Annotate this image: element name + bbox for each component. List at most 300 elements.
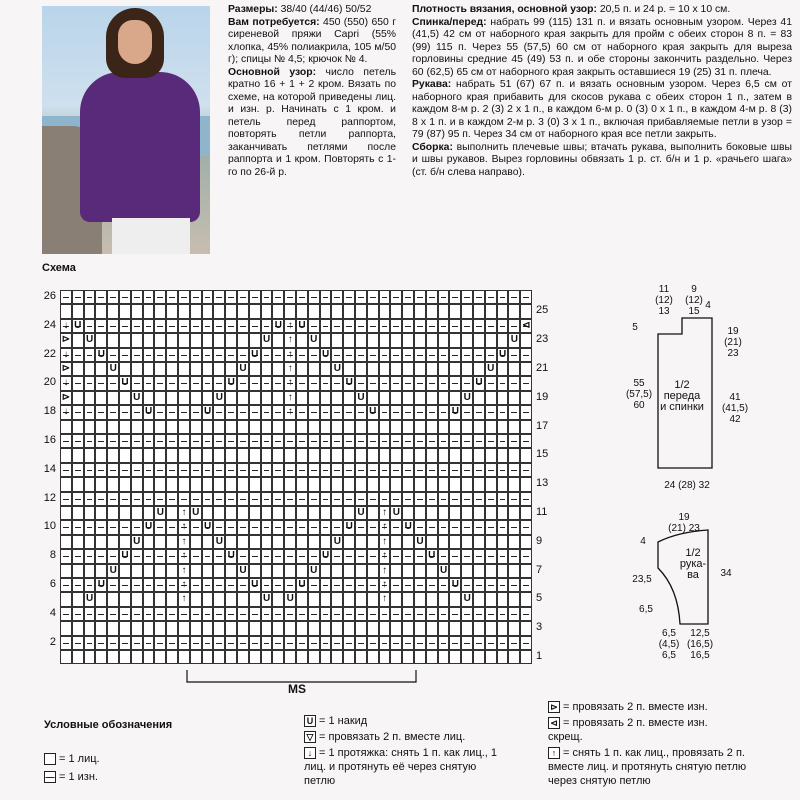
chart-cell — [60, 607, 72, 621]
chart-cell — [143, 333, 155, 347]
chart-cell — [237, 348, 249, 362]
chart-cell — [320, 492, 332, 506]
chart-cell — [202, 420, 214, 434]
chart-cell — [390, 362, 402, 376]
chart-cell — [331, 391, 343, 405]
chart-cell — [190, 636, 202, 650]
chart-cell — [449, 477, 461, 491]
chart-cell — [178, 420, 190, 434]
chart-cell — [414, 376, 426, 390]
row-number-right: 21 — [536, 362, 549, 374]
chart-cell — [272, 636, 284, 650]
chart-cell — [166, 391, 178, 405]
chart-cell — [213, 578, 225, 592]
chart-cell — [178, 650, 190, 664]
chart-cell — [84, 549, 96, 563]
chart-cell — [320, 578, 332, 592]
chart-cell — [461, 535, 473, 549]
chart-cell — [249, 319, 261, 333]
chart-cell — [60, 434, 72, 448]
chart-cell — [485, 650, 497, 664]
chart-cell — [119, 391, 131, 405]
chart-cell — [154, 477, 166, 491]
sizes-label: Размеры: — [228, 4, 278, 15]
chart-cell — [520, 506, 532, 520]
chart-cell — [320, 405, 332, 419]
chart-cell — [449, 333, 461, 347]
chart-cell — [119, 304, 131, 318]
chart-cell — [497, 391, 509, 405]
chart-cell — [213, 405, 225, 419]
chart-cell — [367, 621, 379, 635]
chart-cell — [438, 391, 450, 405]
chart-cell — [95, 520, 107, 534]
chart-cell — [272, 463, 284, 477]
chart-cell — [331, 492, 343, 506]
row-number-right: 11 — [536, 506, 548, 518]
chart-cell — [225, 607, 237, 621]
chart-cell — [473, 535, 485, 549]
chart-cell — [107, 463, 119, 477]
chart-cell — [473, 520, 485, 534]
row-number-left: 10 — [43, 520, 56, 533]
chart-cell — [331, 520, 343, 534]
chart-cell — [508, 477, 520, 491]
chart-cell — [202, 549, 214, 563]
chart-cell — [473, 650, 485, 664]
row-number-right: 13 — [536, 477, 549, 490]
chart-cell — [249, 650, 261, 664]
chart-cell — [237, 650, 249, 664]
chart-cell — [237, 492, 249, 506]
chart-cell — [320, 362, 332, 376]
chart-cell — [143, 506, 155, 520]
chart-cell — [414, 448, 426, 462]
chart-cell — [178, 319, 190, 333]
chart-cell — [508, 463, 520, 477]
chart-cell — [520, 621, 532, 635]
chart-cell — [95, 535, 107, 549]
chart-cell — [72, 434, 84, 448]
chart-cell — [343, 290, 355, 304]
chart-symbol: U — [298, 579, 306, 590]
chart-cell — [508, 506, 520, 520]
chart-cell — [272, 362, 284, 376]
chart-cell — [84, 506, 96, 520]
chart-cell — [308, 420, 320, 434]
chart-cell — [379, 621, 391, 635]
chart-cell — [154, 376, 166, 390]
chart-cell — [308, 448, 320, 462]
chart-cell — [414, 391, 426, 405]
chart-cell — [202, 592, 214, 606]
chart-cell — [131, 333, 143, 347]
chart-cell — [154, 348, 166, 362]
chart-cell — [249, 506, 261, 520]
chart-cell — [225, 492, 237, 506]
chart-cell — [261, 448, 273, 462]
chart-cell — [367, 592, 379, 606]
chart-cell — [202, 362, 214, 376]
chart-cell — [367, 391, 379, 405]
chart-cell — [202, 636, 214, 650]
row-number-right: 17 — [536, 419, 549, 432]
chart-cell — [449, 592, 461, 606]
chart-cell — [402, 621, 414, 635]
chart-cell — [84, 477, 96, 491]
chart-cell — [190, 391, 202, 405]
chart-cell — [95, 405, 107, 419]
chart-cell — [225, 578, 237, 592]
chart-cell — [390, 376, 402, 390]
back-value: набрать 99 (115) 131 п. и вязать основным узором. Через 41 (41,5) 42 см от наборного края закрыть для пройм с обеих сторон 8 п. = 83 (99) 115 п. Через 55 (57,5) 60 см от наборного края закрыть для выреза горловины средние 45 (49) 53 п. и обе стороны закончить раздельно. Через 60 (62,5) 65 см от наборного края закрыть оставшиеся 19 (25) 31 п. плеча. — [412, 16, 792, 78]
chart-cell — [284, 636, 296, 650]
chart-cell — [131, 463, 143, 477]
chart-symbol: ↑ — [287, 377, 293, 389]
chart-cell — [414, 290, 426, 304]
chart-symbol: U — [85, 593, 94, 605]
chart-cell — [178, 607, 190, 621]
chart-cell — [166, 348, 178, 362]
chart-cell — [390, 535, 402, 549]
chart-cell — [426, 564, 438, 578]
chart-cell — [343, 348, 355, 362]
pattern-label: Основной узор: — [228, 66, 317, 78]
chart-cell — [272, 290, 284, 304]
chart-cell — [272, 448, 284, 462]
chart-cell — [60, 492, 72, 506]
chart-cell — [107, 333, 119, 347]
chart-cell — [284, 290, 296, 304]
chart-cell — [308, 607, 320, 621]
chart-symbol: ↑ — [287, 319, 293, 331]
chart-cell — [426, 592, 438, 606]
chart-symbol: U — [428, 550, 436, 562]
chart-cell — [414, 549, 426, 563]
k2tog-icon: ▽ — [304, 731, 316, 743]
chart-cell — [390, 636, 402, 650]
back-label: Спинка/перед: — [412, 16, 487, 28]
chart-symbol: ↑ — [287, 406, 293, 418]
chart-cell — [107, 319, 119, 333]
chart-cell — [296, 463, 308, 477]
chart-cell — [213, 362, 225, 376]
chart-cell — [497, 405, 509, 419]
chart-cell — [473, 463, 485, 477]
chart-cell — [379, 477, 391, 491]
body-neck-depth: 4 — [705, 300, 711, 311]
chart-cell — [320, 434, 332, 448]
instructions-text — [412, 4, 792, 179]
chart-cell — [119, 520, 131, 534]
chart-cell — [261, 636, 273, 650]
chart-cell — [296, 420, 308, 434]
chart-cell — [107, 621, 119, 635]
chart-cell — [261, 391, 273, 405]
chart-cell — [461, 333, 473, 347]
chart-cell — [154, 564, 166, 578]
chart-cell — [237, 636, 249, 650]
chart-cell — [107, 549, 119, 563]
chart-cell — [473, 391, 485, 405]
chart-cell — [60, 448, 72, 462]
chart-cell — [355, 420, 367, 434]
chart-cell — [438, 636, 450, 650]
chart-cell — [190, 333, 202, 347]
ssk-icon: ↓ — [304, 747, 316, 759]
chart-cell — [225, 405, 237, 419]
chart-cell — [426, 621, 438, 635]
chart-cell — [485, 578, 497, 592]
chart-cell — [497, 333, 509, 347]
chart-cell — [497, 420, 509, 434]
chart-cell — [402, 304, 414, 318]
chart-cell — [154, 578, 166, 592]
chart-cell — [449, 535, 461, 549]
chart-cell — [119, 333, 131, 347]
chart-cell — [107, 290, 119, 304]
chart-cell — [473, 549, 485, 563]
chart-cell — [367, 463, 379, 477]
chart-cell — [131, 405, 143, 419]
chart-cell — [202, 391, 214, 405]
chart-cell — [355, 290, 367, 304]
chart-cell — [449, 549, 461, 563]
chart-cell — [190, 607, 202, 621]
chart-cell — [367, 477, 379, 491]
chart-cell — [485, 434, 497, 448]
chart-cell — [95, 506, 107, 520]
chart-cell — [438, 448, 450, 462]
chart-cell — [84, 348, 96, 362]
chart-cell — [249, 492, 261, 506]
chart-cell — [84, 420, 96, 434]
chart-cell — [390, 592, 402, 606]
chart-cell — [107, 448, 119, 462]
chart-symbol: U — [345, 521, 353, 533]
chart-cell — [461, 636, 473, 650]
chart-cell — [272, 376, 284, 390]
chart-cell — [379, 319, 391, 333]
chart-cell — [473, 434, 485, 448]
chart-symbol: U — [121, 377, 129, 389]
chart-symbol: ↓ — [63, 406, 69, 418]
chart-cell — [485, 376, 497, 390]
chart-cell — [508, 549, 520, 563]
assembly-value: выполнить плечевые швы; втачать рукава, выполнить боковые швы и швы рукавов. Вырез горловины обвязать 1 р. ст. б/н и 1 р. «рачьего шага» (ст. б/н слева направо). — [412, 141, 792, 178]
chart-cell — [261, 578, 273, 592]
row-number-right: 5 — [536, 592, 543, 605]
chart-cell — [190, 290, 202, 304]
chart-symbol: U — [310, 564, 318, 576]
chart-cell — [261, 650, 273, 664]
chart-symbol: ↑ — [382, 579, 388, 590]
chart-cell — [143, 448, 155, 462]
chart-cell — [143, 463, 155, 477]
chart-cell — [95, 448, 107, 462]
legend-p2tog-cross: ⊲ = провязать 2 п. вместе изн. скрещ. — [548, 717, 708, 743]
chart-cell — [272, 304, 284, 318]
sleeve-cap: 4 — [640, 536, 646, 547]
chart-cell — [296, 290, 308, 304]
chart-cell — [249, 520, 261, 534]
legend-purl: — = 1 изн. — [45, 771, 98, 783]
chart-cell — [84, 448, 96, 462]
chart-cell — [379, 304, 391, 318]
chart-cell — [473, 592, 485, 606]
chart-cell — [473, 304, 485, 318]
chart-cell — [461, 448, 473, 462]
chart-cell — [379, 405, 391, 419]
chart-cell — [60, 506, 72, 520]
chart-cell — [390, 290, 402, 304]
chart-cell — [237, 477, 249, 491]
chart-cell — [520, 304, 532, 318]
chart-cell — [426, 448, 438, 462]
chart-cell — [213, 477, 225, 491]
chart-cell — [107, 376, 119, 390]
repeat-label: MS — [288, 682, 306, 696]
chart-cell — [143, 650, 155, 664]
chart-cell — [166, 376, 178, 390]
chart-cell — [520, 520, 532, 534]
chart-cell — [202, 376, 214, 390]
chart-cell — [107, 420, 119, 434]
chart-cell — [249, 376, 261, 390]
chart-cell — [72, 549, 84, 563]
chart-cell — [261, 564, 273, 578]
chart-cell — [367, 448, 379, 462]
chart-cell — [143, 290, 155, 304]
chart-cell — [473, 506, 485, 520]
chart-cell — [390, 448, 402, 462]
chart-cell — [60, 520, 72, 534]
chart-cell — [225, 636, 237, 650]
chart-cell — [367, 319, 379, 333]
chart-cell — [331, 463, 343, 477]
chart-cell — [402, 348, 414, 362]
chart-cell — [154, 607, 166, 621]
chart-cell — [308, 578, 320, 592]
chart-cell — [131, 564, 143, 578]
chart-cell — [296, 621, 308, 635]
chart-symbol: ↑ — [181, 593, 187, 605]
chart-cell — [497, 448, 509, 462]
chart-cell — [190, 376, 202, 390]
body-label: 1/2 переда и спинки — [660, 379, 704, 413]
chart-cell — [296, 348, 308, 362]
chart-cell — [438, 348, 450, 362]
chart-cell — [485, 520, 497, 534]
density-value: 20,5 п. и 24 р. = 10 x 10 см. — [596, 4, 731, 15]
chart-cell — [379, 391, 391, 405]
chart-cell — [520, 650, 532, 664]
chart-cell — [331, 564, 343, 578]
chart-cell — [485, 448, 497, 462]
chart-symbol: ↑ — [181, 521, 187, 533]
chart-cell — [343, 319, 355, 333]
chart-cell — [331, 636, 343, 650]
chart-cell — [367, 333, 379, 347]
chart-cell — [343, 477, 355, 491]
chart-cell — [143, 420, 155, 434]
chart-cell — [166, 319, 178, 333]
chart-symbol: U — [262, 593, 271, 605]
chart-cell — [497, 592, 509, 606]
chart-cell — [320, 650, 332, 664]
chart-cell — [261, 549, 273, 563]
chart-cell — [390, 463, 402, 477]
chart-cell — [485, 564, 497, 578]
chart-cell — [131, 492, 143, 506]
chart-cell — [508, 290, 520, 304]
chart-cell — [166, 636, 178, 650]
chart-cell — [367, 304, 379, 318]
chart-symbol: U — [392, 507, 400, 518]
chart-cell — [520, 333, 532, 347]
chart-cell — [107, 520, 119, 534]
chart-cell — [95, 492, 107, 506]
chart-cell — [461, 420, 473, 434]
chart-cell — [343, 492, 355, 506]
chart-cell — [320, 520, 332, 534]
chart-cell — [320, 477, 332, 491]
chart-cell — [449, 319, 461, 333]
chart-cell — [72, 290, 84, 304]
chart-cell — [320, 607, 332, 621]
chart-cell — [237, 607, 249, 621]
chart-cell — [438, 434, 450, 448]
chart-cell — [426, 304, 438, 318]
chart-cell — [202, 304, 214, 318]
chart-cell — [154, 535, 166, 549]
chart-cell — [508, 636, 520, 650]
chart-cell — [402, 391, 414, 405]
chart-cell — [261, 492, 273, 506]
chart-cell — [402, 636, 414, 650]
row-number-right: 23 — [536, 333, 549, 346]
chart-cell — [237, 520, 249, 534]
chart-symbol: U — [85, 334, 94, 346]
chart-cell — [190, 535, 202, 549]
chart-cell — [390, 304, 402, 318]
chart-cell — [473, 319, 485, 333]
chart-cell — [166, 578, 178, 592]
chart-cell — [473, 492, 485, 506]
chart-cell — [190, 621, 202, 635]
row-number-right: 19 — [536, 390, 549, 403]
chart-symbol: U — [321, 348, 330, 360]
chart-cell — [213, 564, 225, 578]
chart-cell — [131, 636, 143, 650]
chart-cell — [202, 492, 214, 506]
chart-cell — [84, 492, 96, 506]
chart-cell — [449, 434, 461, 448]
chart-cell — [355, 578, 367, 592]
chart-cell — [414, 304, 426, 318]
chart-cell — [95, 564, 107, 578]
row-number-left: 24 — [43, 318, 56, 331]
chart-cell — [237, 448, 249, 462]
chart-cell — [390, 434, 402, 448]
chart-cell — [284, 650, 296, 664]
chart-cell — [308, 492, 320, 506]
chart-cell — [438, 592, 450, 606]
chart-cell — [308, 621, 320, 635]
chart-cell — [225, 448, 237, 462]
chart-cell — [426, 290, 438, 304]
chart-cell — [296, 304, 308, 318]
